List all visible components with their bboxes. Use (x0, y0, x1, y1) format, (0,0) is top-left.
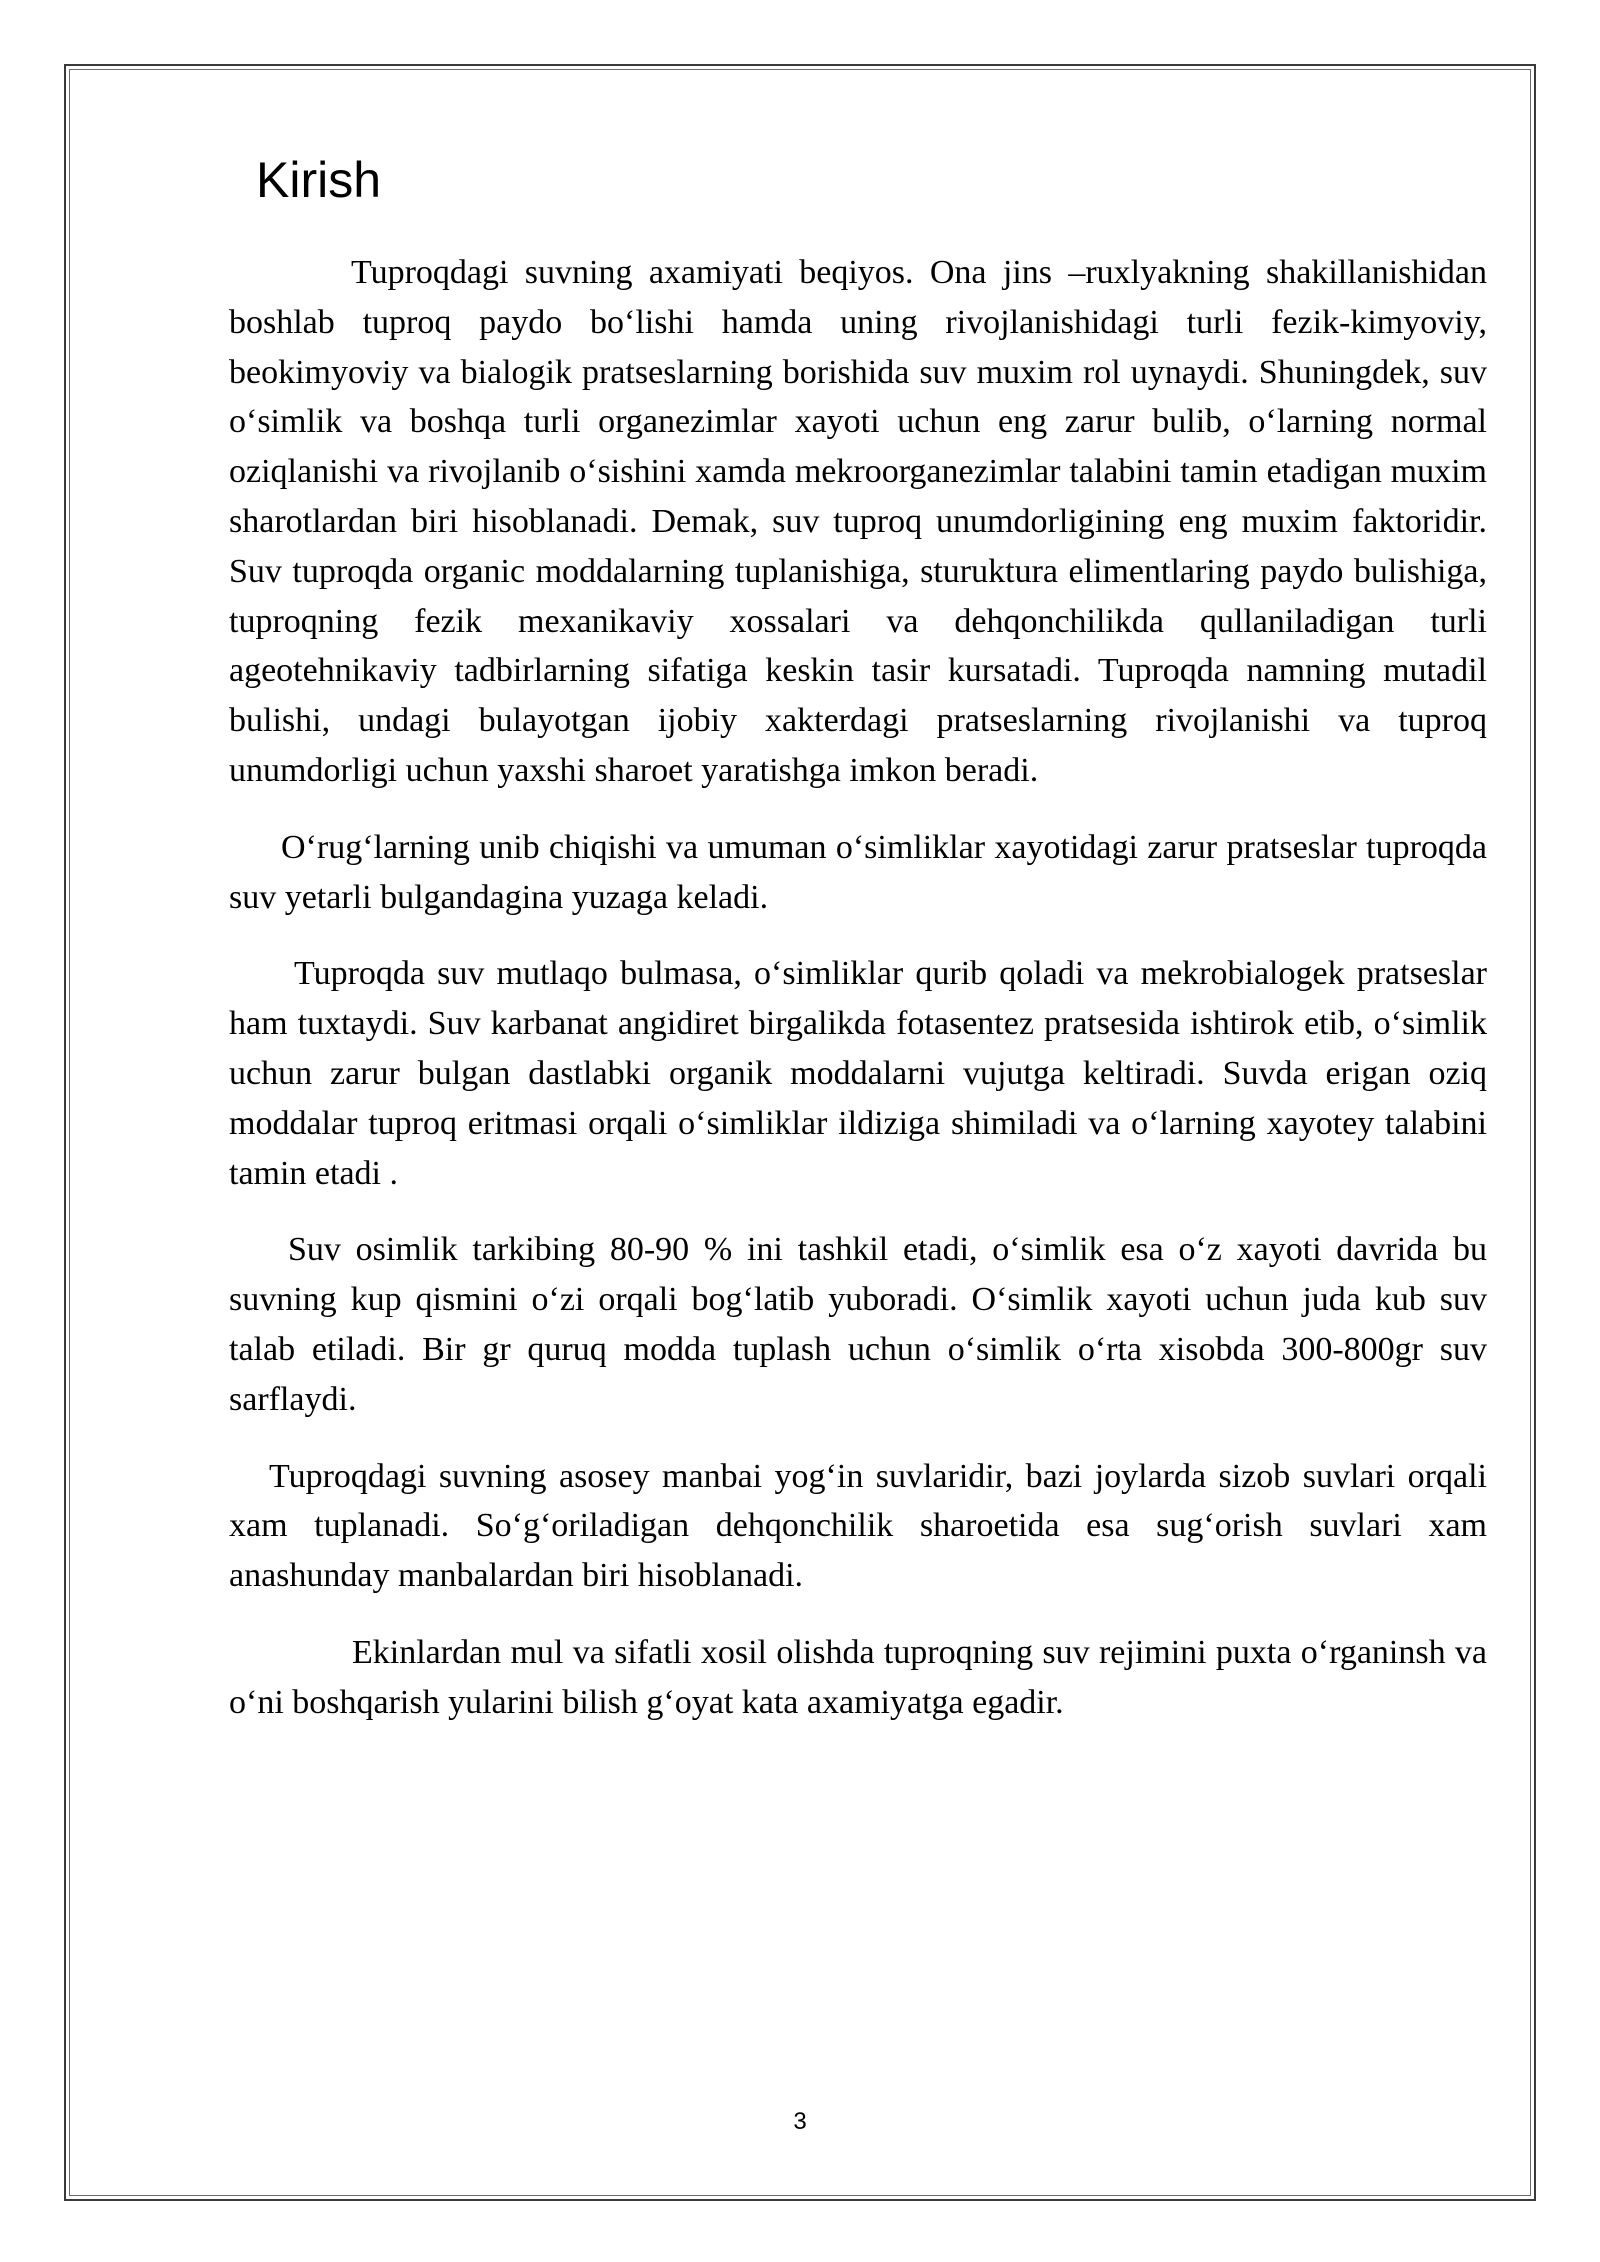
page-heading: Kirish (256, 152, 382, 208)
page-number: 3 (793, 2108, 807, 2135)
paragraph-3: Tuproqda suv mutlaqo bulmasa, o‘simliklar qurib qoladi va mekrobialogek pratseslar ham tuxtaydi. Suv karbanat angidiret birgalikda fotasentez pratsesida ishtirok etib, o‘simlik uchun zarur bulgan dastlabki organik moddalarni vujutga keltiradi. Suvda erigan oziq moddalar tuproq eritmasi orqali o‘simliklar ildiziga shimiladi va o‘larning xayotey talabini tamin etadi . (229, 955, 1487, 1192)
paragraph-5: Tuproqdagi suvning asosey manbai yog‘in suvlaridir, bazi joylarda sizob suvlari orqali xam tuplanadi. So‘g‘oriladigan dehqonchilik sharoetida esa sug‘orish suvlari xam anashunday manbalardan biri hisoblanadi. (229, 1457, 1487, 1595)
paragraph-1: Tuproqdagi suvning axamiyati beqiyos. Ona jins –ruxlyakning shakillanishidan boshlab tuproq paydo bo‘lishi hamda uning rivojlanishidagi turli fezik-kimyoviy, beokimyoviy va bialogik pratseslarning borishida suv muxim rol uynaydi. Shuningdek, suv o‘simlik va boshqa turli organezimlar xayoti uchun eng zarur bulib, o‘larning normal oziqlanishi va rivojlanib o‘sishini xamda mekroorganezimlar talabini tamin etadigan muxim sharotlardan biri hisoblanadi. Demak, suv tuproq unumdorligining eng muxim faktoridir. Suv tuproqda organic moddalarning tuplanishiga, sturuktura elimentlaring paydo bulishiga, tuproqning fezik mexanikaviy xossalari va dehqonchilikda qullaniladigan turli ageotehnikaviy tadbirlarning sifatiga keskin tasir kursatadi. Tuproqda namning mutadil bulishi, undagi bulayotgan ijobiy xakterdagi pratseslarning rivojlanishi va tuproq unumdorligi uchun yaxshi sharoet yaratishga imkon beradi. (229, 254, 1487, 789)
paragraph-4: Suv osimlik tarkibing 80-90 % ini tashkil etadi, o‘simlik esa o‘z xayoti davrida bu suvning kup qismini o‘zi orqali bog‘latib yuboradi. O‘simlik xayoti uchun juda kub suv talab etiladi. Bir gr quruq modda tuplash uchun o‘simlik o‘rta xisobda 300-800gr suv sarflaydi. (229, 1231, 1487, 1418)
paragraph-2: O‘rug‘larning unib chiqishi va umuman o‘simliklar xayotidagi zarur pratseslar tuproqda suv yetarli bulgandagina yuzaga keladi. (229, 828, 1487, 916)
document-body (229, 248, 1487, 1755)
paragraph-6: Ekinlardan mul va sifatli xosil olishda tuproqning suv rejimini puxta o‘rganinsh va o‘ni boshqarish yularini bilish g‘oyat kata axamiyatga egadir. (229, 1633, 1487, 1721)
